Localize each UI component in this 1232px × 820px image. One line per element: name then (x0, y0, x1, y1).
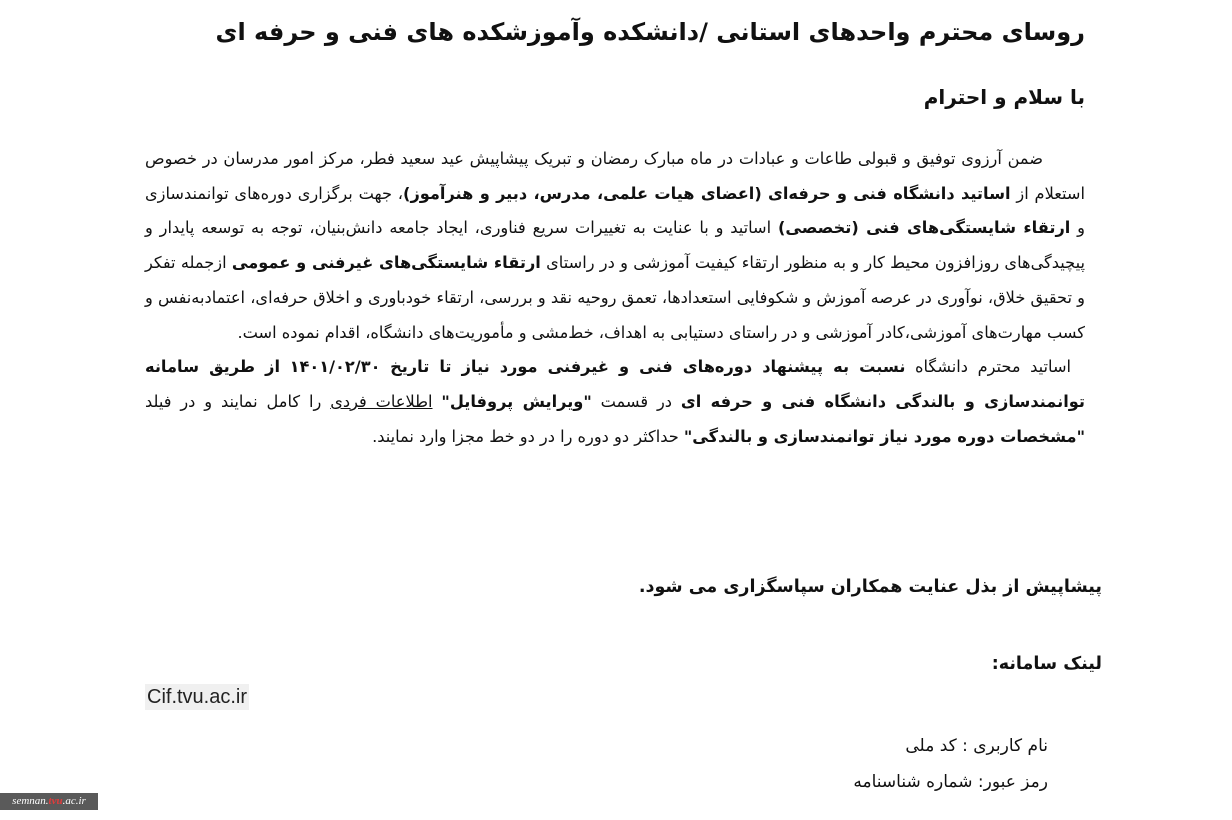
username-info: نام کاربری : کد ملی (905, 736, 1048, 756)
p1-text-3: اساتید و با عنایت به تغییرات سریع فناوری، ایجاد جامعه دانش‌بنیان، توجه به توسعه پایدار و پیچیدگی‌های روزافزون محیط کار و به منظور ارتقاء کیفیت آموزشی و در راستای (145, 218, 1085, 273)
p1-text-4: ازجمله تفکر و تحقیق خلاق، نوآوری در عرصه آموزش و شکوفایی استعدادها، تعمق روحیه نقد و بررسی، ارتقاء خودباوری و اخلاق حرفه‌ای، اعتمادبه‌نفس و کسب مهارت‌های آموزشی،کادر آموزشی و در راستای دستیابی به اهداف، خط‌مشی و مأموریت‌های دانشگاه، اقدام نموده است. (145, 253, 1085, 342)
p2-text-1: اساتید محترم دانشگاه (915, 357, 1072, 377)
p1-text-2: ، جهت برگزاری دوره‌های توانمندسازی و (145, 183, 1085, 238)
paragraph-announcement (145, 142, 1085, 350)
watermark-accent: tvu (48, 795, 63, 807)
system-link-label: لینک سامانه: (991, 654, 1102, 674)
p2-bold-system: از طریق سامانه توانمندسازی و بالندگی دانشگاه فنی و حرفه ای (145, 357, 1085, 411)
p2-bold-proposal: نسبت به پیشنهاد دوره‌های فنی و غیرفنی مورد نیاز تا تاریخ (390, 357, 906, 377)
letter-body (145, 142, 1085, 454)
p1-bold-instructors: اساتید دانشگاه فنی و حرفه‌ای (اعضای هیات علمی، مدرس، دبیر و هنرآموز) (403, 183, 1011, 203)
p2-text-2: در قسمت (600, 391, 672, 411)
p2-bold-field-name: "مشخصات دوره مورد نیاز توانمندسازی و بالندگی" (683, 426, 1085, 446)
p2-text-3: را کامل نمایند و در فیلد (145, 391, 322, 411)
paragraph-instructions (145, 350, 1085, 454)
letter-title: روسای محترم واحدهای استانی /دانشکده وآموزشکده های فنی و حرفه ای (215, 18, 1085, 46)
salutation: با سلام و احترام (923, 85, 1085, 109)
p2-deadline-date: ۱۴۰۱/۰۲/۳۰ (289, 357, 381, 377)
p1-text-1: ضمن آرزوی توفیق و قبولی طاعات و عبادات در ماه مبارک رمضان و تبریک پیشاپیش عید سعید فطر، مرکز امور مدرسان در خصوص استعلام از (145, 149, 1085, 203)
p2-bold-edit-profile: "ویرایش پروفایل" (441, 391, 592, 411)
password-info: رمز عبور: شماره شناسنامه (853, 772, 1048, 792)
closing-thanks: پیشاپیش از بذل عنایت همکاران سپاسگزاری می شود. (638, 577, 1102, 597)
p1-bold-technical-competencies: ارتقاء شایستگی‌های فنی (تخصصی) (777, 218, 1071, 238)
watermark-prefix: semnan. (12, 795, 49, 807)
system-link-url[interactable]: Cif.tvu.ac.ir (147, 686, 248, 708)
watermark-suffix: .ac.ir (62, 795, 86, 807)
p2-text-4: حداکثر دو دوره را در دو خط مجزا وارد نمایند. (372, 426, 679, 446)
p1-bold-general-competencies: ارتقاء شایستگی‌های غیرفنی و عمومی (231, 253, 541, 273)
p2-underlined-personal-info: اطلاعات فردی (330, 391, 433, 411)
site-watermark (0, 793, 98, 810)
